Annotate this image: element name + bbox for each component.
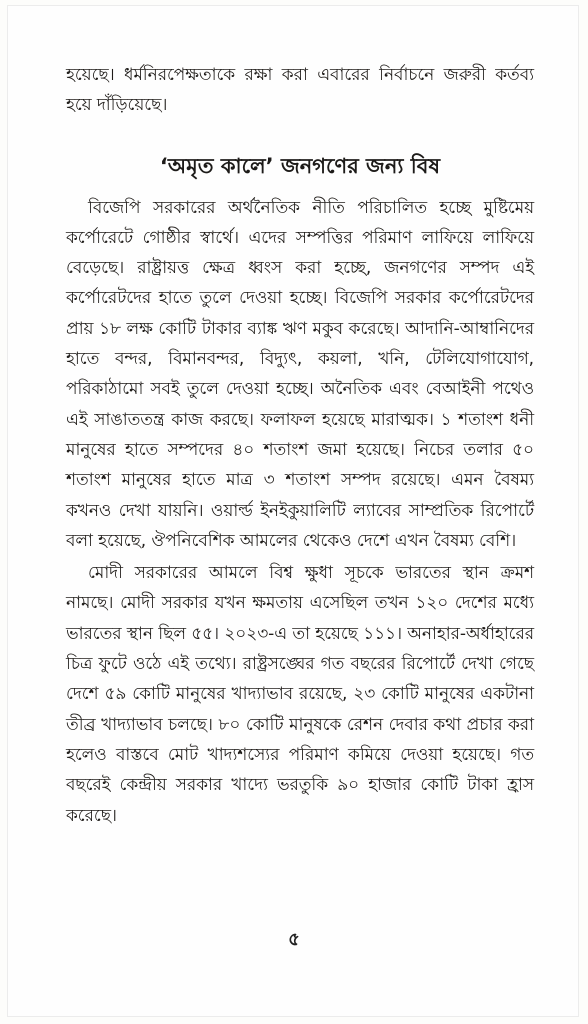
body-paragraph-1: বিজেপি সরকারের অর্থনৈতিক নীতি পরিচালিত হচ্ছে মুষ্টিমেয় কর্পোরেটে গোষ্ঠীর স্বার্থে। এদের সম্পত্তির পরিমাণ লাফিয়ে লাফিয়ে বেড়েছে। রাষ্ট্রায়ত্ত ক্ষেত্র ধ্বংস করা হচ্ছে, জনগণের সম্পদ এই কর্পোরেটদের হাতে তুলে দেওয়া হচ্ছে। বিজেপি সরকার কর্পোরেটদের প্রায় ১৮ লক্ষ কোটি টাকার ব্যাঙ্ক ঋণ মকুব করেছে। আদানি-আম্বানিদের হাতে বন্দর, বিমানবন্দর, বিদ্যুৎ, কয়লা, খনি, টেলিযোগাযোগ, পরিকাঠামো সবই তুলে দেওয়া হচ্ছে। অনৈতিক এবং বেআইনী পথেও এই সাঙাততন্ত্র কাজ করছে। ফলাফল হয়েছে মারাত্মক। ১ শতাংশ ধনী মানুষের হাতে সম্পদের ৪০ শতাংশ জমা হয়েছে। নিচের তলার ৫০ শতাংশ মানুষের হাতে মাত্র ৩ শতাংশ সম্পদ রয়েছে। এমন বৈষম্য কখনও দেখা যায়নি। ওয়ার্ল্ড ইনইকুয়ালিটি ল্যাবের সাম্প্রতিক রিপোর্টে বলা হয়েছে, ঔপনিবেশিক আমলের থেকেও দেশে এখন বৈষম্য বেশি। bbox=[66, 197, 534, 551]
page-number: ৫ bbox=[288, 929, 300, 950]
section-heading: ‘অমৃত কালে’ জনগণের জন্য বিষ bbox=[159, 153, 441, 178]
intro-paragraph: হয়েছে। ধর্মনিরপেক্ষতাকে রক্ষা করা এবারের নির্বাচনে জরুরী কর্তব্য হয়ে দাঁড়িয়েছে। bbox=[66, 65, 534, 116]
page-content bbox=[66, 60, 534, 831]
body-paragraph-2: মোদী সরকারের আমলে বিশ্ব ক্ষুধা সূচকে ভারতের স্থান ক্রমশ নামছে। মোদী সরকার যখন ক্ষমতায় এসেছিল তখন ১২০ দেশের মধ্যে ভারতের স্থান ছিল ৫৫। ২০২৩-এ তা হয়েছে ১১১। অনাহার-অর্ধাহারের চিত্র ফুটে ওঠে এই তথ্যে। রাষ্ট্রসঙ্ঘের গত বছরের রিপোর্টে দেখা গেছে দেশে ৫৯ কোটি মানুষের খাদ্যাভাব রয়েছে, ২৩ কোটি মানুষের একটানা তীব্র খাদ্যাভাব চলছে। ৮০ কোটি মানুষকে রেশন দেবার কথা প্রচার করা হলেও বাস্তবে মোট খাদ্যশস্যের পরিমাণ কমিয়ে দেওয়া হয়েছে। গত বছরেই কেন্দ্রীয় সরকার খাদ্যে ভরতুকি ৯০ হাজার কোটি টাকা হ্রাস করেছে। bbox=[66, 563, 534, 826]
